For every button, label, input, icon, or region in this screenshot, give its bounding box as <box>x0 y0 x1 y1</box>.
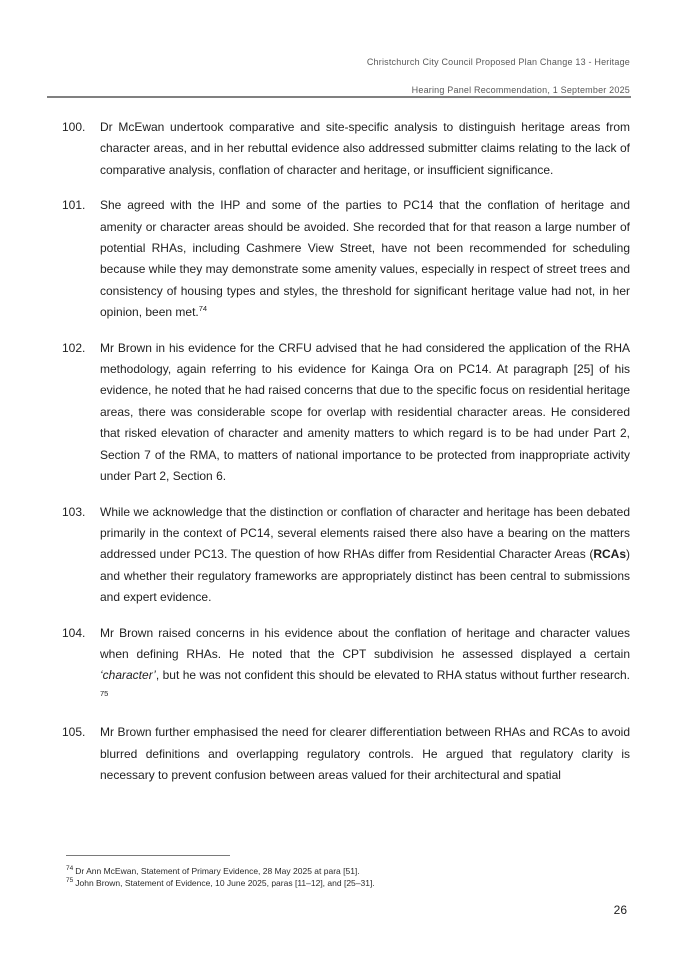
text-segment: Mr Brown further emphasised the need for clearer differentiation between RHAs and RCAs to avoid blurred definitions and overlapping regulatory controls. He argued that regulatory clarity is necessary to prevent confusion between areas valued for their architectural and spatial <box>100 725 630 782</box>
paragraph-text <box>100 502 630 609</box>
footnotes-section <box>66 855 606 889</box>
text-segment: ‘character’ <box>100 668 156 683</box>
paragraph-text <box>100 623 630 709</box>
paragraph-text <box>100 195 630 323</box>
header-title: Christchurch City Council Proposed Plan Change 13 - Heritage <box>366 57 630 67</box>
paragraph-number: 102. <box>62 340 86 355</box>
page-number: 26 <box>613 903 627 917</box>
paragraph-list <box>62 117 630 800</box>
text-segment: , but he was not confident this should be elevated to RHA status without further research. <box>155 668 630 683</box>
text-segment: She agreed with the IHP and some of the parties to PC14 that the conflation of heritage and amenity or character areas should be avoided. She recorded that for that reason a large number of potential RHAs, including Cashmere View Street, have not been recommended for scheduling because while they may demonstrate some amenity values, especially in respect of street trees and consistency of housing types and styles, the threshold for significant heritage value had not, in her opinion, been met. <box>100 198 630 320</box>
paragraph-text <box>100 722 630 786</box>
paragraph <box>62 502 630 609</box>
paragraph-text <box>100 338 630 488</box>
header-subtitle: Hearing Panel Recommendation, 1 September 2025 <box>411 85 630 95</box>
paragraph <box>62 338 630 488</box>
footnote-marker: 75 <box>66 877 74 885</box>
paragraph-number: 101. <box>62 198 86 213</box>
footnote-item <box>66 877 606 889</box>
header-rule <box>47 96 631 98</box>
paragraph-number: 104. <box>62 625 86 640</box>
footnote-text: John Brown, Statement of Evidence, 10 June 2025, paras [11–12], and [25–31]. <box>75 878 375 888</box>
paragraph-number: 100. <box>62 120 86 134</box>
paragraph-number: 105. <box>62 725 86 740</box>
text-segment: Mr Brown in his evidence for the CRFU advised that he had considered the application of the RHA methodology, again referring to his evidence for Kainga Ora on PC14. At paragraph [25] of his evidence, he noted that he had raised concerns that due to the specific focus on residential heritage areas, there was considerable scope for overlap with residential character areas. He considered that risked elevation of character and amenity matters to which regard is to be had under Part 2, Section 7 of the RMA, to matters of national importance to be protected from inappropriate activity under Part 2, Section 6. <box>100 340 630 484</box>
text-segment: RCAs <box>593 547 626 562</box>
footnote-text: Dr Ann McEwan, Statement of Primary Evidence, 28 May 2025 at para [51]. <box>75 866 360 876</box>
paragraph-text <box>100 117 630 181</box>
paragraph <box>62 623 630 709</box>
paragraph-number: 103. <box>62 504 86 519</box>
footnote-marker: 74 <box>66 865 74 873</box>
footnote-reference: 75 <box>100 688 109 698</box>
paragraph <box>62 722 630 786</box>
footnote-item <box>66 865 606 877</box>
footnote-reference: 74 <box>198 304 208 314</box>
text-segment: Dr McEwan undertook comparative and site-specific analysis to distinguish heritage areas from character areas, and in her rebuttal evidence also addressed submitter claims relating to the lack of comparative analysis, conflation of character and heritage, or insufficient significance. <box>100 120 630 177</box>
footnote-separator <box>66 855 230 856</box>
text-segment: While we acknowledge that the distinction or conflation of character and heritage has been debated primarily in the context of PC14, several elements raised there also have a bearing on the matters addressed under PC13. The question of how RHAs differ from Residential Character Areas ( <box>100 504 630 562</box>
paragraph <box>62 195 630 323</box>
paragraph <box>62 117 630 181</box>
text-segment: ) and whether their regulatory frameworks are appropriately distinct has been central to submissions and expert evidence. <box>100 547 630 605</box>
text-segment: Mr Brown raised concerns in his evidence about the conflation of heritage and character values when defining RHAs. He noted that the CPT subdivision he assessed displayed a certain <box>100 625 630 661</box>
